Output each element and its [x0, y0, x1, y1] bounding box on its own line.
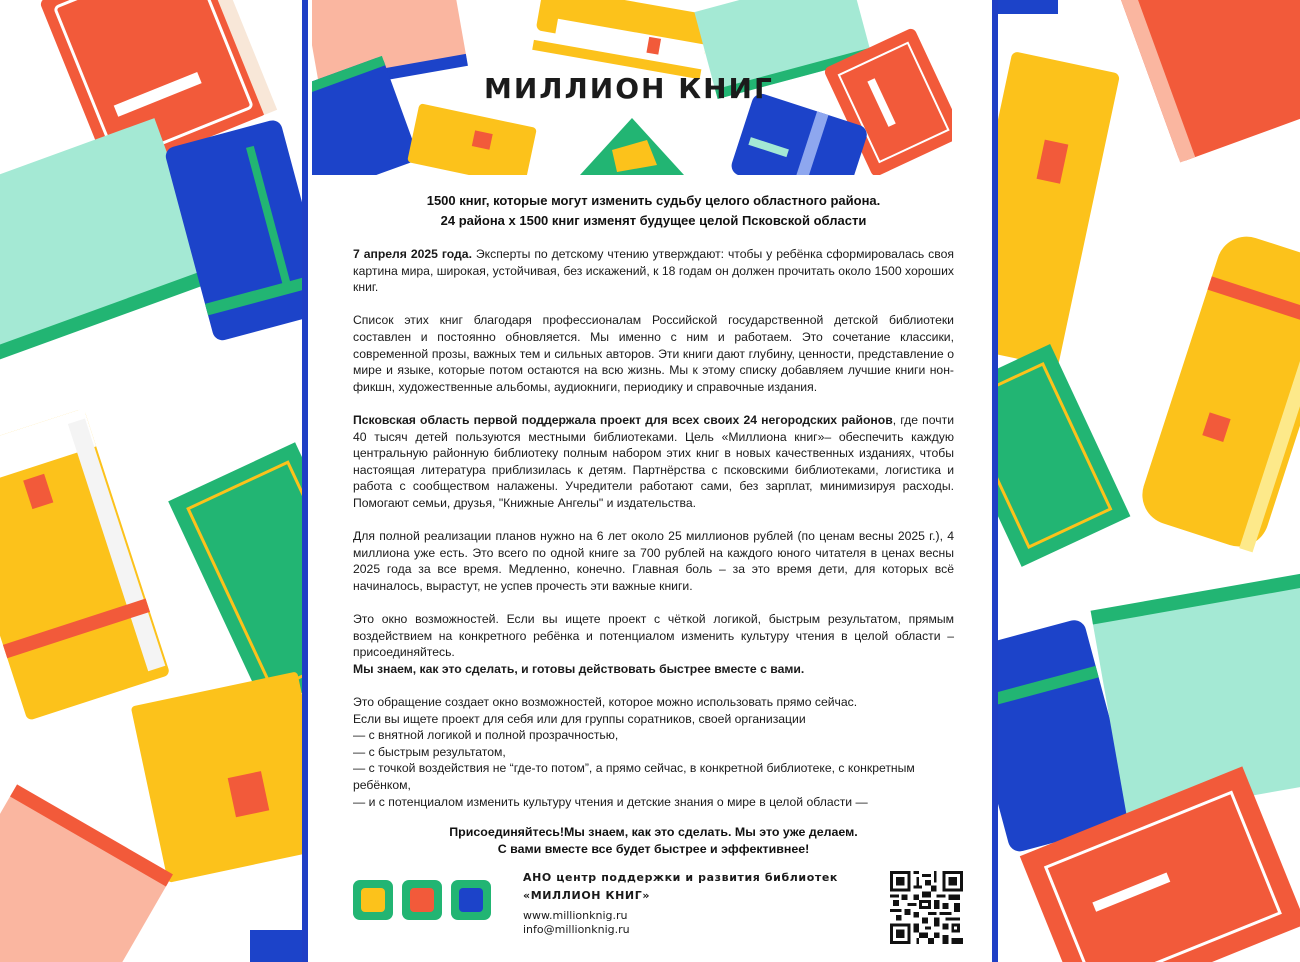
- article-body: [353, 246, 954, 810]
- heading-line-1: 1500 книг, которые могут изменить судьбу целого областного района.: [426, 193, 881, 208]
- qr-code-icon: [890, 871, 963, 944]
- paragraph-3-highlight: Псковская область первой поддержала проект для всех своих 24 негородских районов: [353, 412, 893, 427]
- footer-logo-squares: [352, 878, 502, 922]
- paragraph-5: Это окно возможностей. Если вы ищете проект с чёткой логикой, быстрым результатом, прямым воздействием на конкретного ребёнка и потенциалом изменить культуру чтения в целой области – присоединяйтесь.: [353, 612, 954, 660]
- paragraph-6-line-2: Если вы ищете проект для себя или для группы соратников, своей организации: [353, 711, 806, 726]
- letter-document: [308, 0, 992, 962]
- right-frame-line: [992, 0, 998, 962]
- document-heading: [353, 191, 954, 231]
- list-item: — с точкой воздействия не “где-то потом”, а прямо сейчас, в конкретной библиотеке, с конкретным ребёнком,: [353, 761, 915, 792]
- paragraph-5-emphasis: [353, 661, 954, 678]
- paragraph-3-text: , где почти 40 тысяч детей пользуются местными библиотеками. Цель «Миллиона книг»– обеспечить каждую центральную районную библиотеку полным набором этих книг в новых качественных изданиях, чтобы настоящая литература приблизилась к детям. Партнёрства с псковскими библиотеками, логистика и работа с сообществом налажены. Учредители работают сами, без зарплат, минимизируя расходы. Помогают семьи, друзья, "Книжные Ангелы" и издательства.: [353, 412, 955, 510]
- email-link[interactable]: info@millionknig.ru: [523, 923, 630, 936]
- website-link[interactable]: www.millionknig.ru: [523, 909, 628, 922]
- paragraph-1-date: 7 апреля 2025 года.: [353, 247, 472, 261]
- list-item: — с быстрым результатом,: [353, 744, 506, 759]
- organization-contacts: [523, 871, 838, 936]
- org-name-line-1: АНО центр поддержки и развития библиотек: [523, 871, 838, 884]
- header-banner: [312, 0, 952, 175]
- paragraph-4: Для полной реализации планов нужно на 6 лет около 25 миллионов рублей (по ценам весны 2025 г.), 4 миллиона уже есть. Это всего по одной книге за 700 рублей на каждого юного читателя в ценах весны 2025 года за все время. Медленно, конечно. Главная боль – за это время дети, для которых всё начиналось, вырастут, не успев прочесть эти важные книги.: [353, 529, 954, 593]
- paragraph-1: [353, 246, 954, 296]
- call-to-action: [353, 824, 954, 857]
- qr-code[interactable]: [890, 871, 963, 944]
- org-name-line-2: «МИЛЛИОН КНИГ»: [523, 889, 651, 902]
- brand-logo-text: МИЛЛИОН КНИГ: [484, 72, 774, 105]
- list-item: — с внятной логикой и полной прозрачностью,: [353, 728, 619, 743]
- list-item: — и с потенциалом изменить культуру чтения и детские знания о мире в целой области —: [353, 794, 868, 809]
- books-illustration-left: [0, 0, 302, 962]
- heading-line-2: 24 района х 1500 книг изменят будущее целой Псковской области: [440, 213, 867, 228]
- paragraph-3: [353, 412, 954, 512]
- paragraph-2: Список этих книг благодаря профессионалам Российской государственной детской библиотеки составлен и постоянно обновляется. Мы именно с ним и работаем. Это сочетание классики, современной прозы, важных тем и сильных авторов. Эти книги дают глубину, ценности, представление о мире и языке, которые потом остаются на всю жизнь. Мы к этому списку добавляем лучшие книги нон-фикшн, художественные альбомы, аудиокниги, периодику и справочные издания.: [353, 313, 954, 394]
- left-book-pattern: [0, 0, 302, 962]
- paragraph-5-bold: Мы знаем, как это сделать, и готовы действовать быстрее вместе с вами.: [353, 661, 805, 676]
- paragraph-6-line-1: Это обращение создает окно возможностей, которое можно использовать прямо сейчас.: [353, 695, 858, 710]
- call-to-action-line-1: Присоединяйтесь!Мы знаем, как это сделать. Мы это уже делаем.: [449, 825, 858, 839]
- paragraph-1-text: Эксперты по детскому чтению утверждают: чтобы у ребёнка сформировалась своя картина мира, широкая, устойчивая, без искажений, к 18 годам он должен прочитать около 1500 хороших книг.: [353, 247, 954, 295]
- call-to-action-line-2: С вами вместе все будет быстрее и эффективнее!: [497, 841, 810, 856]
- right-book-pattern: [998, 0, 1300, 962]
- books-illustration-right: [998, 0, 1300, 962]
- color-squares-icon: [352, 878, 502, 922]
